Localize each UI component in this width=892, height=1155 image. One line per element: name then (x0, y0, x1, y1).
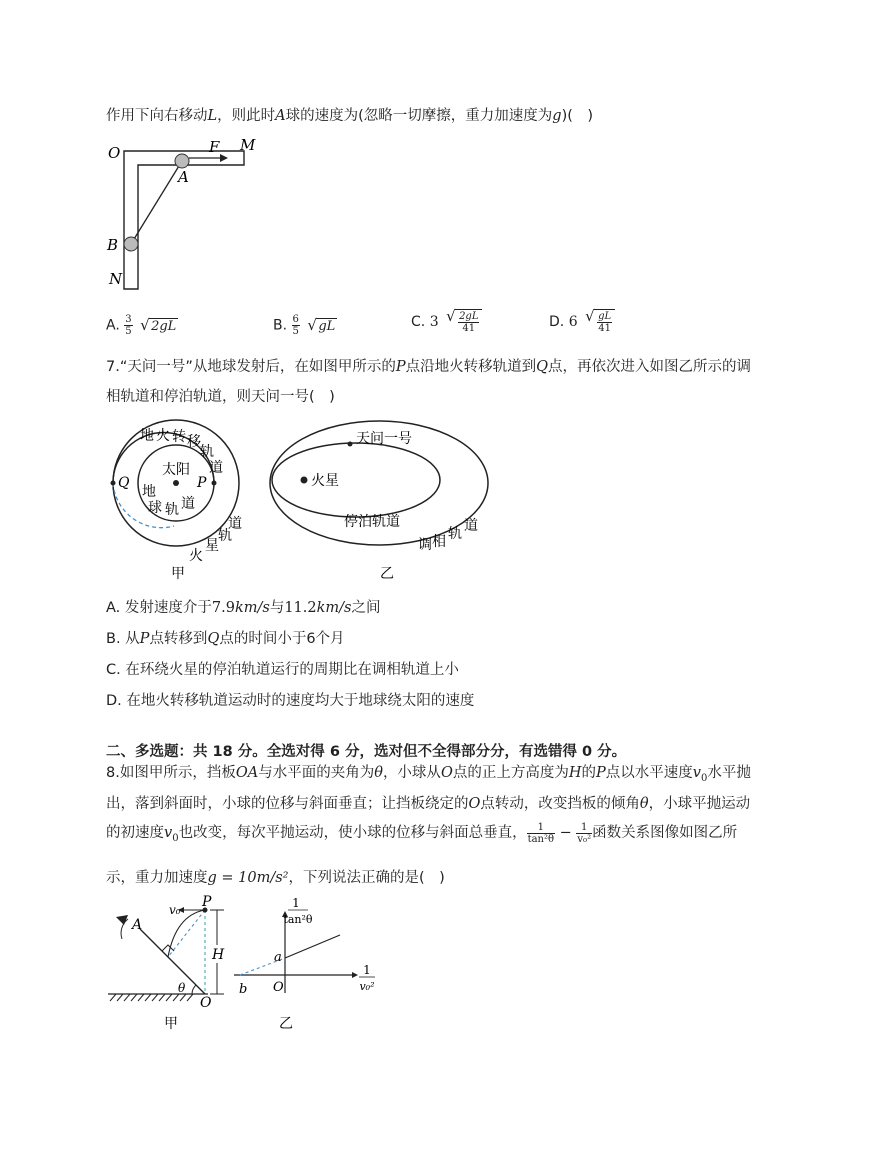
text: 的 (581, 765, 596, 781)
q7-stem-line-2: 相轨道和停泊轨道，则天问一号( ) (106, 389, 335, 405)
frac-den: 5 (292, 326, 299, 337)
text: 水平抛 (707, 765, 751, 781)
sun-dot (173, 480, 179, 486)
jia-P-label: P (197, 475, 207, 491)
q7-figure-yi (268, 418, 496, 586)
unit: km/s (234, 600, 270, 616)
text: 点的时间小于6个月 (219, 631, 345, 647)
text: 点转移到 (149, 631, 208, 647)
q6-option-c[interactable] (411, 309, 482, 335)
frac-den: 41 (462, 323, 476, 334)
var-Q: Q (207, 631, 220, 647)
yi-y-num: 1 (292, 896, 300, 910)
yi-phasing-char: 相 (432, 534, 446, 550)
q7-figure-jia (104, 418, 264, 586)
label-A: A (178, 168, 189, 186)
text: 出，落到斜面时，小球的位移与斜面垂直；让挡板绕定的 (106, 796, 469, 812)
var-L: L (207, 108, 218, 124)
q6-option-b[interactable] (273, 314, 337, 337)
fraction (597, 311, 612, 334)
label-O: O (108, 144, 121, 162)
mars-dot (301, 477, 308, 484)
q7-option-d[interactable]: D. 在地火转移轨道运动时的速度均大于地球绕太阳的速度 (106, 693, 475, 709)
jia-transfer-char: 轨 (200, 444, 214, 460)
point-P (212, 481, 217, 486)
jia-A-label: A (132, 917, 143, 933)
jia-caption: 甲 (171, 566, 185, 582)
probe-dot (348, 442, 353, 447)
text: 也改变，每次平抛运动，使小球的位移与斜面总垂直， (178, 825, 527, 841)
var-theta: θ (374, 765, 383, 781)
text: 7.“天问一号”从地球发射后，在如图甲所示的 (106, 359, 396, 375)
fraction (292, 314, 300, 337)
frac-num: 3 (125, 314, 132, 325)
text: )( ) (561, 108, 594, 124)
frac-num: 6 (292, 314, 299, 325)
frac-den: 5 (125, 326, 132, 337)
ball-B (124, 237, 138, 251)
radical: √ 2gL (149, 318, 178, 334)
unit: km/s (316, 600, 352, 616)
right-angle-mark (162, 945, 174, 951)
text: ，小球平抛运动 (648, 796, 751, 812)
yi-caption: 乙 (380, 566, 394, 582)
coef: 3 (429, 314, 439, 330)
x-arrowhead (352, 972, 358, 978)
yi-O-label: O (273, 980, 284, 995)
q7-stem-line-1 (106, 355, 751, 376)
label-M: M (240, 136, 256, 154)
subscript: 0 (172, 832, 179, 844)
parking-orbit (272, 443, 440, 517)
frac-num: 1 (527, 822, 555, 834)
frac-den: 41 (598, 323, 611, 334)
var-P: P (139, 631, 150, 647)
jia-earth-char: 球 (148, 500, 162, 516)
var-H: H (568, 765, 582, 781)
text: 示，重力加速度 (106, 870, 208, 886)
text: 与 (269, 600, 285, 616)
frac-den: tan²θ (527, 833, 555, 845)
text: 之间 (351, 600, 381, 616)
text: 函数关系图像如图乙所 (592, 825, 738, 841)
var-theta: θ (639, 796, 649, 812)
q6-stem-line (106, 104, 593, 125)
var-g: g (552, 108, 562, 124)
var-Q: Q (536, 359, 549, 375)
yi-y-den: tan²θ (283, 913, 313, 926)
label-F: F (209, 138, 220, 156)
text: ，则此时 (217, 108, 276, 124)
text: B. 从 (106, 631, 140, 647)
text: 点，再依次进入如图乙所示的调 (548, 359, 752, 375)
text: 点沿地火转移轨道到 (405, 359, 537, 375)
fraction-tan (527, 822, 555, 845)
fraction-v (576, 822, 592, 845)
text: A. 发射速度介于 (106, 600, 212, 616)
jia-mars-char: 道 (228, 516, 242, 532)
var-A: A (275, 108, 286, 124)
graph-line (285, 935, 340, 958)
jia-sun-label: 太阳 (162, 462, 190, 478)
opt-label: D. (549, 314, 565, 330)
text: 点以水平速度 (605, 765, 693, 781)
var-v: v (164, 825, 173, 841)
jia-H-label: H (212, 947, 225, 963)
value: 7.9 (211, 600, 235, 616)
jia-theta-label: θ (178, 981, 186, 995)
jia-P-label: P (202, 894, 212, 910)
jia-transfer-char: 火 (156, 428, 170, 444)
text: 的初速度 (106, 825, 164, 841)
yi-caption: 乙 (279, 1016, 293, 1032)
text: 作用下向右移动 (106, 108, 208, 124)
coef: 6 (568, 314, 578, 330)
q8-stem-line-1 (106, 761, 751, 784)
fraction (124, 314, 132, 337)
ground-hatch (110, 994, 193, 1001)
jia-Q-label: Q (118, 475, 130, 491)
board-OA (140, 929, 205, 994)
var-O: O (440, 765, 453, 781)
jia-earth-char: 道 (181, 496, 195, 512)
text: 与水平面的夹角为 (258, 765, 375, 781)
jia-earth-char: 地 (142, 484, 156, 500)
yi-mars-label: 火星 (311, 473, 339, 489)
text: ，下列说法正确的是( ) (288, 870, 445, 886)
fraction (458, 311, 479, 334)
q6-option-d[interactable] (549, 309, 615, 335)
q8-figure-yi (230, 893, 380, 1033)
minus-sign: − (555, 825, 577, 841)
yi-parking-label: 停泊轨道 (344, 514, 400, 530)
value: 11.2 (284, 600, 317, 616)
equation: g = 10m/s² (207, 870, 289, 886)
frac-num: √ 2gL (459, 311, 479, 322)
jia-transfer-char: 道 (209, 460, 223, 476)
jia-mars-char: 火 (189, 548, 203, 564)
text: ，小球从 (382, 765, 441, 781)
opt-label: A. (106, 317, 120, 334)
theta-arc (192, 985, 196, 994)
yi-x-num: 1 (363, 963, 371, 977)
yi-x-den: v₀² (359, 980, 375, 993)
label-B: B (107, 236, 119, 254)
jia-mars-char: 星 (205, 538, 219, 554)
radical (594, 309, 615, 335)
text: 8.如图甲所示，挡板 (106, 765, 236, 781)
radical: √ gL (316, 318, 337, 334)
q7-option-b[interactable] (106, 627, 345, 648)
q8-figure-jia (104, 893, 234, 1033)
frac-den: v₀² (577, 833, 592, 845)
q8-stem-line-4 (106, 866, 445, 887)
opt-label: B. (273, 317, 288, 334)
text: 球的速度为(忽略一切摩擦，重力加速度为 (285, 108, 553, 124)
jia-transfer-char: 移 (187, 434, 201, 450)
point-Q (111, 481, 116, 486)
q7-option-c[interactable]: C. 在环绕火星的停泊轨道运行的周期比在调相轨道上小 (106, 662, 459, 678)
q8-stem-line-3 (106, 821, 737, 845)
var-P: P (595, 765, 606, 781)
radical (455, 309, 482, 335)
yi-b-label: b (239, 982, 248, 997)
opt-label: C. (411, 314, 426, 330)
jia-transfer-char: 转 (172, 429, 186, 445)
yi-probe-label: 天问一号 (356, 431, 412, 447)
var-v: v (692, 765, 701, 781)
jia-v0-label: v₀ (169, 903, 181, 917)
yi-phasing-char: 道 (464, 518, 478, 534)
jia-caption: 甲 (164, 1016, 178, 1032)
yi-a-label: a (274, 950, 282, 965)
q8-stem-line-2 (106, 792, 750, 813)
label-N: N (109, 270, 123, 288)
jia-earth-char: 轨 (165, 502, 179, 518)
jia-transfer-char: 地 (140, 428, 154, 444)
var-O: O (468, 796, 481, 812)
yi-phasing-char: 轨 (448, 526, 462, 542)
ball-A (175, 154, 189, 168)
var-P: P (395, 359, 406, 375)
q6-option-a[interactable] (106, 314, 178, 337)
frac-num: √ gL (598, 311, 612, 322)
text: 点的正上方高度为 (452, 765, 569, 781)
var-OA: OA (235, 765, 259, 781)
subscript: 0 (700, 772, 708, 784)
jia-mars-char: 轨 (218, 528, 232, 544)
q7-option-a[interactable] (106, 596, 381, 617)
section-heading: 二、多选题：共 18 分。全选对得 6 分，选对但不全得部分分，有选错得 0 分。 (106, 744, 627, 760)
yi-phasing-char: 调 (418, 537, 432, 553)
text: 点转动，改变挡板的倾角 (480, 796, 640, 812)
jia-O-label: O (200, 995, 212, 1011)
frac-num: 1 (576, 822, 592, 834)
q6-rod-figure (100, 134, 270, 294)
